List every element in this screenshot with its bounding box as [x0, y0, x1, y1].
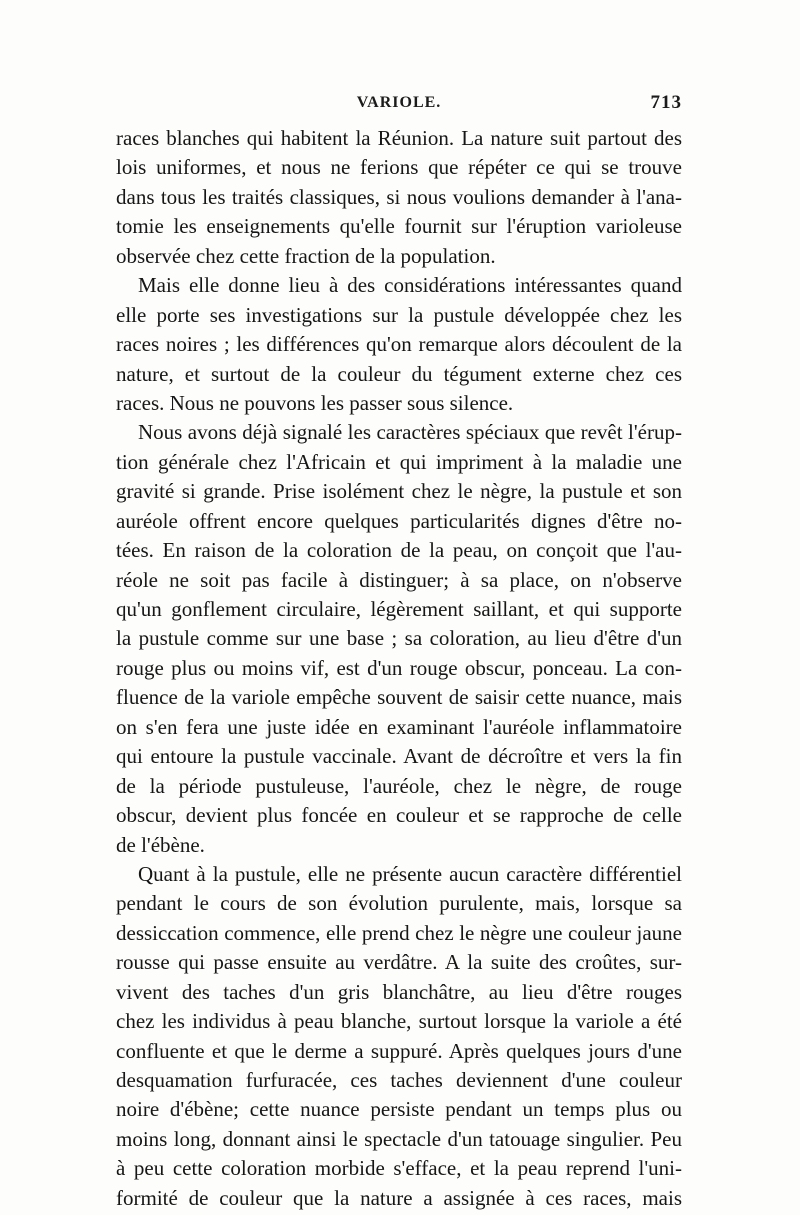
text-line: races blanches qui habitent la Réunion. La nature suit partout des [116, 126, 682, 150]
text-line: dans tous les traités classiques, si nous voulions demander à l'ana- [116, 184, 682, 209]
body-text [116, 124, 682, 1213]
text-line: vivent des taches d'un gris blanchâtre, au lieu d'être rouges [116, 979, 682, 1004]
text-line: elle porte ses investigations sur la pustule développée chez les [116, 302, 682, 327]
text-line: tées. En raison de la coloration de la peau, on conçoit que l'au- [116, 538, 682, 563]
text-line: formité de couleur que la nature a assignée à ces races, mais [116, 1185, 682, 1210]
text-line: obscur, devient plus foncée en couleur et se rapproche de celle [116, 803, 682, 828]
text-line: moins long, donnant ainsi le spectacle d'un tatouage singulier. Peu [116, 1126, 682, 1151]
text-line: Quant à la pustule, elle ne présente aucun caractère différentiel [138, 861, 682, 886]
text-line: Mais elle donne lieu à des considérations intéressantes quand [138, 273, 682, 298]
text-line: rousse qui passe ensuite au verdâtre. A la suite des croûtes, sur- [116, 950, 682, 975]
text-line: la pustule comme sur une base ; sa coloration, au lieu d'être d'un [116, 626, 682, 651]
text-line: rouge plus ou moins vif, est d'un rouge obscur, ponceau. La con- [116, 655, 682, 680]
text-line: on s'en fera une juste idée en examinant l'auréole inflammatoire [116, 714, 682, 739]
text-line: auréole offrent encore quelques particularités dignes d'être no- [116, 508, 682, 533]
text-line: nature, et surtout de la couleur du tégument externe chez ces [116, 361, 682, 386]
text-line: races. Nous ne pouvons les passer sous silence. [116, 390, 514, 415]
text-line: noire d'ébène; cette nuance persiste pendant un temps plus ou [116, 1097, 682, 1122]
text-line: qui entoure la pustule vaccinale. Avant de décroître et vers la fin [116, 744, 682, 769]
running-title: VARIOLE. [356, 94, 442, 111]
text-line: races noires ; les différences qu'on remarque alors découlent de la [116, 332, 682, 357]
text-line: confluente et que le derme a suppuré. Après quelques jours d'une [116, 1038, 682, 1063]
text-line: de la période pustuleuse, l'auréole, chez le nègre, de rouge [116, 773, 682, 798]
text-line: qu'un gonflement circulaire, légèrement saillant, et qui supporte [116, 597, 682, 621]
text-line: fluence de la variole empêche souvent de saisir cette nuance, mais [116, 685, 682, 710]
text-line: tion générale chez l'Africain et qui impriment à la maladie une [116, 449, 682, 474]
page-header [116, 92, 682, 122]
text-line: chez les individus à peau blanche, surtout lorsque la variole a été [116, 1009, 682, 1034]
page-number: 713 [650, 92, 682, 113]
text-line: Nous avons déjà signalé les caractères spéciaux que revêt l'érup- [138, 420, 682, 445]
text-line: observée chez cette fraction de la population. [116, 243, 496, 268]
text-line: tomie les enseignements qu'elle fournit sur l'éruption varioleuse [116, 214, 682, 239]
text-line: de l'ébène. [116, 832, 205, 857]
text-line: gravité si grande. Prise isolément chez le nègre, la pustule et son [116, 479, 682, 504]
text-line: à peu cette coloration morbide s'efface, et la peau reprend l'uni- [116, 1156, 682, 1181]
text-line: réole ne soit pas facile à distinguer; à sa place, on n'observe [116, 567, 682, 592]
text-line: pendant le cours de son évolution purulente, mais, lorsque sa [116, 891, 682, 916]
text-line: desquamation furfuracée, ces taches deviennent d'une couleur [116, 1068, 682, 1092]
text-line: lois uniformes, et nous ne ferions que répéter ce qui se trouve [116, 155, 682, 180]
text-line: dessiccation commence, elle prend chez le nègre une couleur jaune [116, 920, 682, 945]
